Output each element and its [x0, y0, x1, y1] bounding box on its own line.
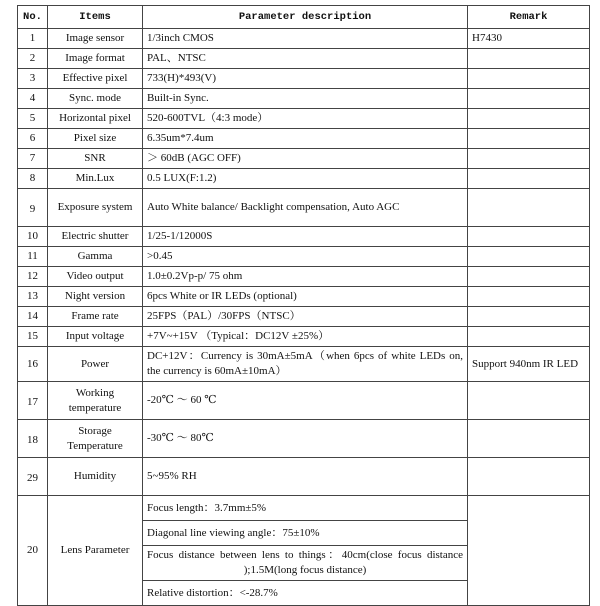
- row-remark: [468, 458, 590, 496]
- lens-param: Focus length：3.7mm±5%: [143, 496, 468, 521]
- lens-param: Focus distance between lens to things：40cm(close focus distance );1.5M(long focus distance): [143, 546, 468, 581]
- header-items: Items: [48, 6, 143, 29]
- row-item: Video output: [48, 267, 143, 287]
- row-item: Pixel size: [48, 129, 143, 149]
- row-remark: [468, 247, 590, 267]
- row-no: 6: [18, 129, 48, 149]
- table-row: [18, 129, 590, 149]
- row-remark: [468, 49, 590, 69]
- lens-item: Lens Parameter: [48, 496, 143, 606]
- row-param: 6pcs White or IR LEDs (optional): [143, 287, 468, 307]
- row-no: 18: [18, 420, 48, 458]
- row-no: 7: [18, 149, 48, 169]
- row-param: Built-in Sync.: [143, 89, 468, 109]
- table-row: [18, 169, 590, 189]
- row-item: Humidity: [48, 458, 143, 496]
- lens-param: Diagonal line viewing angle：75±10%: [143, 521, 468, 546]
- table-row: [18, 227, 590, 247]
- header-param: Parameter description: [143, 6, 468, 29]
- row-param: 6.35um*7.4um: [143, 129, 468, 149]
- lens-no: 20: [18, 496, 48, 606]
- row-remark: [468, 189, 590, 227]
- row-remark: [468, 89, 590, 109]
- row-no: 29: [18, 458, 48, 496]
- row-no: 9: [18, 189, 48, 227]
- row-remark: [468, 109, 590, 129]
- table-row: [18, 287, 590, 307]
- row-no: 12: [18, 267, 48, 287]
- row-item: Electric shutter: [48, 227, 143, 247]
- row-param: 5~95% RH: [143, 458, 468, 496]
- lens-remark: [468, 496, 590, 606]
- row-param: -20℃ ～ 60 ℃: [143, 382, 468, 420]
- row-no: 13: [18, 287, 48, 307]
- row-no: 10: [18, 227, 48, 247]
- row-no: 17: [18, 382, 48, 420]
- row-remark: [468, 327, 590, 347]
- table-row: [18, 247, 590, 267]
- row-item: Image format: [48, 49, 143, 69]
- row-item: Min.Lux: [48, 169, 143, 189]
- row-remark: [468, 149, 590, 169]
- row-remark: [468, 129, 590, 149]
- row-no: 1: [18, 29, 48, 49]
- row-param: Auto White balance/ Backlight compensation, Auto AGC: [143, 189, 468, 227]
- table-row: [18, 347, 590, 382]
- table-row: [18, 69, 590, 89]
- row-no: 14: [18, 307, 48, 327]
- row-remark: [468, 382, 590, 420]
- table-row: [18, 189, 590, 227]
- row-remark: Support 940nm IR LED: [468, 347, 590, 382]
- table-row: [18, 89, 590, 109]
- row-param: 1/3inch CMOS: [143, 29, 468, 49]
- row-no: 16: [18, 347, 48, 382]
- row-param: 1/25-1/12000S: [143, 227, 468, 247]
- row-remark: [468, 307, 590, 327]
- row-remark: [468, 169, 590, 189]
- header-no: No.: [18, 6, 48, 29]
- row-item: Working temperature: [48, 382, 143, 420]
- row-no: 8: [18, 169, 48, 189]
- row-item: Input voltage: [48, 327, 143, 347]
- row-param: 1.0±0.2Vp-p/ 75 ohm: [143, 267, 468, 287]
- lens-param: Relative distortion：<-28.7%: [143, 581, 468, 606]
- row-item: Effective pixel: [48, 69, 143, 89]
- row-item: Night version: [48, 287, 143, 307]
- row-no: 4: [18, 89, 48, 109]
- row-param: >0.45: [143, 247, 468, 267]
- table-row: [18, 267, 590, 287]
- row-item: Image sensor: [48, 29, 143, 49]
- table-row: [18, 420, 590, 458]
- table-row: [18, 149, 590, 169]
- row-remark: H7430: [468, 29, 590, 49]
- row-remark: [468, 267, 590, 287]
- row-item: Storage Temperature: [48, 420, 143, 458]
- row-remark: [468, 420, 590, 458]
- row-param: 520-600TVL（4:3 mode）: [143, 109, 468, 129]
- table-row: [18, 29, 590, 49]
- row-item: SNR: [48, 149, 143, 169]
- table-row: [18, 307, 590, 327]
- header-row: [18, 6, 590, 29]
- table-row: [18, 382, 590, 420]
- row-param: 25FPS（PAL）/30FPS（NTSC）: [143, 307, 468, 327]
- row-param: 0.5 LUX(F:1.2): [143, 169, 468, 189]
- row-item: Gamma: [48, 247, 143, 267]
- row-param: PAL、NTSC: [143, 49, 468, 69]
- row-item: Horizontal pixel: [48, 109, 143, 129]
- lens-row: [18, 496, 590, 521]
- header-remark: Remark: [468, 6, 590, 29]
- row-no: 15: [18, 327, 48, 347]
- row-param: 733(H)*493(V): [143, 69, 468, 89]
- row-param: ＞ 60dB (AGC OFF): [143, 149, 468, 169]
- row-item: Sync. mode: [48, 89, 143, 109]
- row-no: 5: [18, 109, 48, 129]
- table-row: [18, 458, 590, 496]
- row-no: 11: [18, 247, 48, 267]
- table-row: [18, 327, 590, 347]
- row-item: Frame rate: [48, 307, 143, 327]
- row-remark: [468, 287, 590, 307]
- row-item: Exposure system: [48, 189, 143, 227]
- table-row: [18, 49, 590, 69]
- table-row: [18, 109, 590, 129]
- spec-table: [17, 5, 590, 606]
- row-param: DC+12V：Currency is 30mA±5mA（when 6pcs of white LEDs on, the currency is 60mA±10mA）: [143, 347, 468, 382]
- row-remark: [468, 69, 590, 89]
- row-no: 2: [18, 49, 48, 69]
- row-param: +7V~+15V （Typical：DC12V ±25%）: [143, 327, 468, 347]
- row-item: Power: [48, 347, 143, 382]
- row-remark: [468, 227, 590, 247]
- row-param: -30℃ ～ 80℃: [143, 420, 468, 458]
- row-no: 3: [18, 69, 48, 89]
